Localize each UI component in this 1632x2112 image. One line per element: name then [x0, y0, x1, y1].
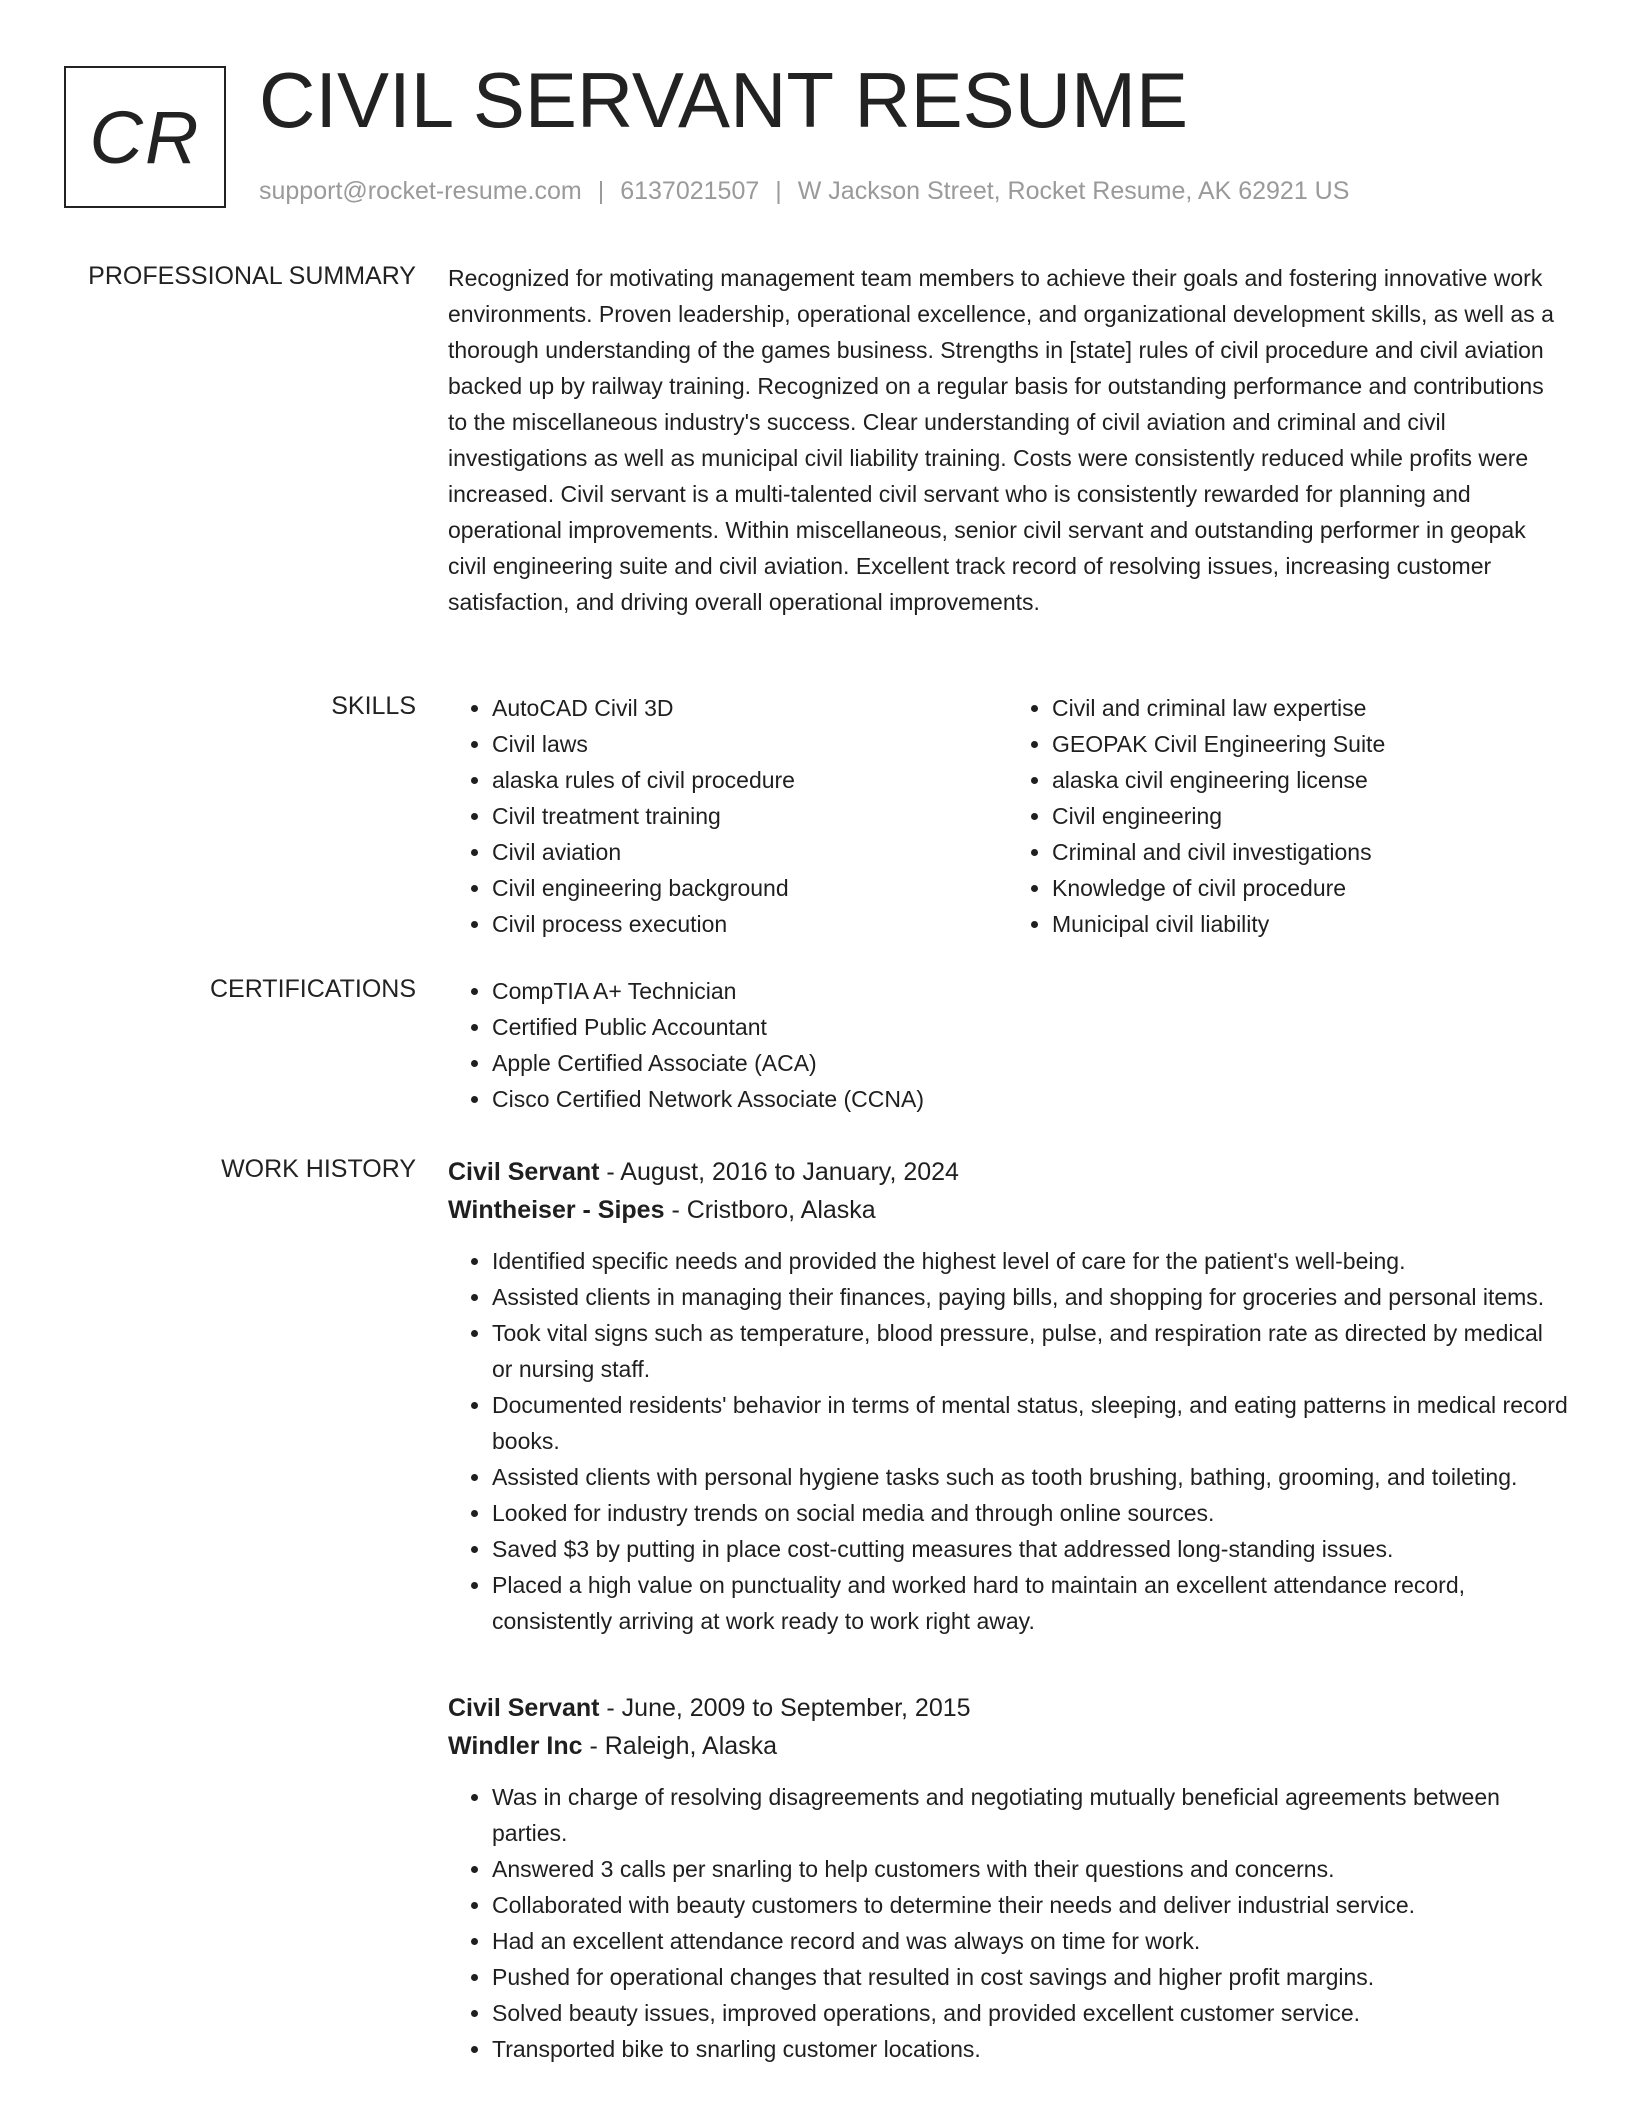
- job-title: Civil Servant: [448, 1694, 600, 1722]
- job-company: Windler Inc: [448, 1732, 583, 1760]
- skill-item: • AutoCAD Civil 3D: [492, 690, 1008, 726]
- job-bullet: • Collaborated with beauty customers to determine their needs and deliver industrial service.: [492, 1887, 1568, 1923]
- job-employer: [448, 1727, 1568, 1765]
- certification-item: • Cisco Certified Network Associate (CCNA): [492, 1081, 1568, 1117]
- job-bullet: • Looked for industry trends on social media and through online sources.: [492, 1495, 1568, 1531]
- job-bullets: [448, 1243, 1568, 1639]
- skill-item: • GEOPAK Civil Engineering Suite: [1052, 726, 1568, 762]
- job-bullet: • Identified specific needs and provided the highest level of care for the patient's well-being.: [492, 1243, 1568, 1279]
- monogram-logo: CR: [64, 66, 226, 208]
- summary-text: Recognized for motivating management team members to achieve their goals and fostering innovative work environments. Proven leadership, operational excellence, and organizational development skills, as well as a thorough understanding of the games business. Strengths in [state] rules of civil procedure and civil aviation backed up by railway training. Recognized on a regular basis for outstanding performance and contributions to the miscellaneous industry's success. Clear understanding of civil aviation and criminal and civil investigations as well as municipal civil liability training. Costs were consistently reduced while profits were increased. Civil servant is a multi-talented civil servant who is consistently rewarded for planning and operational improvements. Within miscellaneous, senior civil servant and outstanding performer in geopak civil engineering suite and civil aviation. Excellent track record of resolving issues, increasing customer satisfaction, and driving overall operational improvements.: [448, 265, 1554, 615]
- contact-email: support@rocket-resume.com: [259, 177, 582, 205]
- skill-item: • Civil treatment training: [492, 798, 1008, 834]
- job-employer: [448, 1191, 1568, 1229]
- certification-item: • Certified Public Accountant: [492, 1009, 1568, 1045]
- skill-item: • Civil laws: [492, 726, 1008, 762]
- job-location: - Cristboro, Alaska: [664, 1196, 876, 1224]
- job-bullets: [448, 1779, 1568, 2067]
- job-title: Civil Servant: [448, 1158, 600, 1186]
- work-history-content: [448, 1153, 1568, 2067]
- job-heading: [448, 1153, 1568, 1191]
- job-bullet: • Pushed for operational changes that resulted in cost savings and higher profit margins.: [492, 1959, 1568, 1995]
- job-dates: - August, 2016 to January, 2024: [599, 1158, 959, 1186]
- certification-item: • CompTIA A+ Technician: [492, 973, 1568, 1009]
- job-bullet: • Saved $3 by putting in place cost-cutting measures that addressed long-standing issues.: [492, 1531, 1568, 1567]
- job-heading: [448, 1689, 1568, 1727]
- contact-separator: |: [775, 177, 782, 205]
- contact-address: W Jackson Street, Rocket Resume, AK 62921 US: [797, 177, 1350, 205]
- skill-item: • Civil engineering background: [492, 870, 1008, 906]
- section-label-summary: PROFESSIONAL SUMMARY: [88, 262, 416, 290]
- job-bullet: • Transported bike to snarling customer locations.: [492, 2031, 1568, 2067]
- skill-item: • Civil engineering: [1052, 798, 1568, 834]
- skill-item: • Civil and criminal law expertise: [1052, 690, 1568, 726]
- skill-item: • Criminal and civil investigations: [1052, 834, 1568, 870]
- job-location: - Raleigh, Alaska: [582, 1732, 778, 1760]
- skill-item: • alaska civil engineering license: [1052, 762, 1568, 798]
- certifications-content: [448, 973, 1568, 1117]
- skill-item: • Civil aviation: [492, 834, 1008, 870]
- certification-item: • Apple Certified Associate (ACA): [492, 1045, 1568, 1081]
- job-bullet: • Answered 3 calls per snarling to help customers with their questions and concerns.: [492, 1851, 1568, 1887]
- job-bullet: • Took vital signs such as temperature, blood pressure, pulse, and respiration rate as directed by medical or nursing staff.: [492, 1315, 1568, 1387]
- contact-line: [259, 175, 1349, 207]
- job-bullet: • Was in charge of resolving disagreements and negotiating mutually beneficial agreements between parties.: [492, 1779, 1568, 1851]
- resume-title: CIVIL SERVANT RESUME: [259, 56, 1189, 144]
- section-label-skills: SKILLS: [331, 692, 416, 720]
- job-bullet: • Placed a high value on punctuality and worked hard to maintain an excellent attendance record, consistently arriving at work ready to work right away.: [492, 1567, 1568, 1639]
- job-entry: [448, 1153, 1568, 1639]
- job-dates: - June, 2009 to September, 2015: [599, 1694, 971, 1722]
- job-bullet: • Assisted clients in managing their finances, paying bills, and shopping for groceries and personal items.: [492, 1279, 1568, 1315]
- certifications-list: [448, 973, 1568, 1117]
- section-label-certifications: CERTIFICATIONS: [209, 975, 416, 1003]
- section-label-work-history: WORK HISTORY: [221, 1155, 416, 1183]
- skill-item: • alaska rules of civil procedure: [492, 762, 1008, 798]
- skill-item: • Municipal civil liability: [1052, 906, 1568, 942]
- skill-item: • Knowledge of civil procedure: [1052, 870, 1568, 906]
- skills-list-right: [1008, 690, 1568, 942]
- skill-item: • Civil process execution: [492, 906, 1008, 942]
- skills-columns: [448, 690, 1568, 942]
- job-bullet: • Solved beauty issues, improved operations, and provided excellent customer service.: [492, 1995, 1568, 2031]
- contact-separator: |: [597, 177, 605, 205]
- job-bullet: • Had an excellent attendance record and was always on time for work.: [492, 1923, 1568, 1959]
- skills-list-left: [448, 690, 1008, 942]
- job-bullet: • Assisted clients with personal hygiene tasks such as tooth brushing, bathing, grooming, and toileting.: [492, 1459, 1568, 1495]
- job-bullet: • Documented residents' behavior in terms of mental status, sleeping, and eating patterns in medical record books.: [492, 1387, 1568, 1459]
- job-entry: [448, 1689, 1568, 2067]
- job-company: Wintheiser - Sipes: [448, 1196, 665, 1224]
- contact-phone: 6137021507: [620, 177, 760, 205]
